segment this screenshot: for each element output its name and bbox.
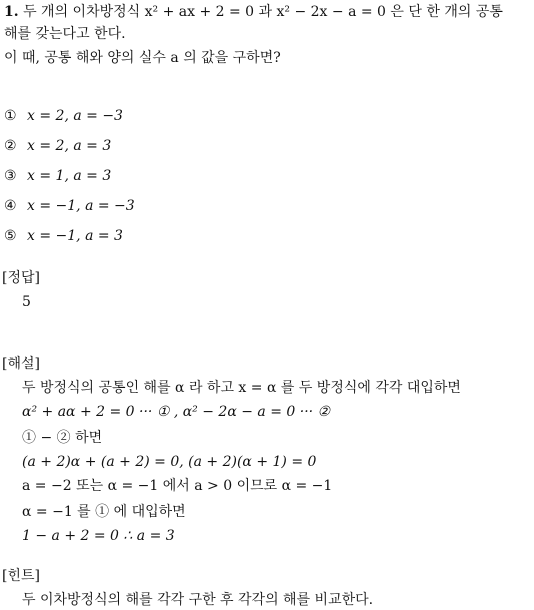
- question-number: 1.: [4, 4, 19, 20]
- question-line-2: 해를 갖는다고 한다.: [4, 26, 126, 42]
- choice-mark: ④: [4, 198, 17, 214]
- solution-line: (a + 2)α + (a + 2) = 0, (a + 2)(α + 1) = 0: [22, 454, 317, 470]
- choice-3: [4, 166, 111, 186]
- question-text-1: 두 개의 이차방정식 x² + ax + 2 = 0 과 x² − 2x − a = 0 은 단 한 개의 공통: [23, 4, 503, 20]
- solution-line: α² + aα + 2 = 0 ··· ① , α² − 2α − a = 0 ··· ②: [22, 404, 331, 420]
- answer-value: 5: [22, 294, 31, 310]
- choice-text: x = −1, a = −3: [27, 198, 135, 214]
- solution-label: [해설]: [2, 356, 40, 372]
- question-line-3: 이 때, 공통 해와 양의 실수 a 의 값을 구하면?: [4, 50, 281, 66]
- choice-text: x = 1, a = 3: [27, 168, 112, 184]
- hint-text: 두 이차방정식의 해를 각각 구한 후 각각의 해를 비교한다.: [22, 592, 374, 608]
- solution-line: a = −2 또는 α = −1 에서 a > 0 이므로 α = −1: [22, 478, 333, 494]
- choice-mark: ⑤: [4, 228, 17, 244]
- choice-mark: ③: [4, 168, 17, 184]
- choice-1: [4, 106, 123, 126]
- solution-line: 두 방정식의 공통인 해를 α 라 하고 x = α 를 두 방정식에 각각 대입하면: [22, 380, 461, 396]
- choice-text: x = 2, a = 3: [27, 138, 112, 154]
- choice-4: [4, 196, 135, 216]
- choice-text: x = −1, a = 3: [27, 228, 123, 244]
- hint-label: [힌트]: [2, 568, 40, 584]
- answer-label: [정답]: [2, 270, 40, 286]
- solution-line: α = −1 를 ① 에 대입하면: [22, 504, 186, 520]
- choice-5: [4, 226, 123, 246]
- choice-2: [4, 136, 111, 156]
- solution-line: ① − ② 하면: [22, 430, 103, 446]
- solution-line: 1 − a + 2 = 0 ∴ a = 3: [22, 528, 175, 544]
- choice-mark: ①: [4, 108, 17, 124]
- choice-text: x = 2, a = −3: [27, 108, 123, 124]
- choice-mark: ②: [4, 138, 17, 154]
- question-line-1: [4, 2, 503, 22]
